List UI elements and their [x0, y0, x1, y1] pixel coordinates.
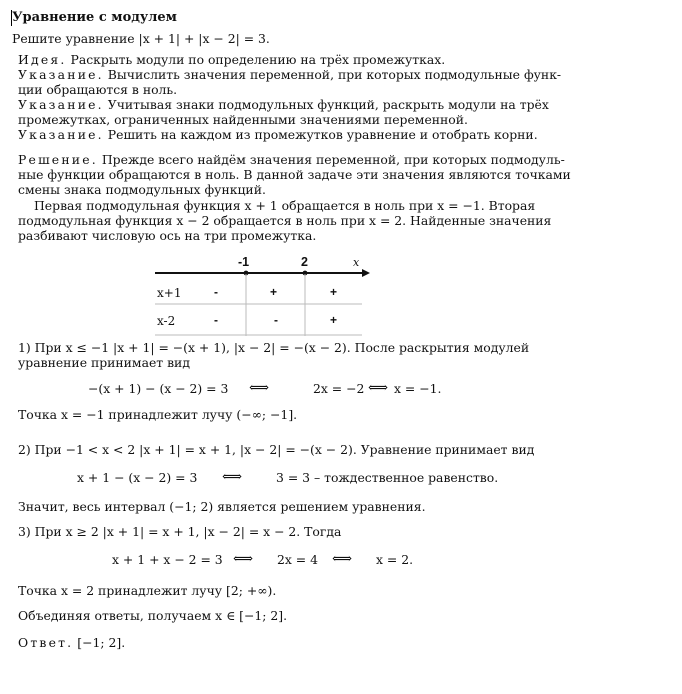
solution-line3: смены знака подмодульных функций.	[18, 182, 266, 197]
hint1-line2: ции обращаются в ноль.	[18, 82, 178, 97]
idea-label: Идея.	[18, 52, 67, 67]
sign-table	[150, 252, 376, 336]
sign-table-lines	[150, 252, 376, 336]
solution-label: Решение.	[18, 152, 98, 167]
hint2-line1	[18, 98, 549, 113]
case1-eq-a: −(x + 1) − (x − 2) = 3	[88, 381, 229, 396]
hint3-line	[18, 128, 538, 143]
hint1-label: Указание.	[18, 67, 104, 82]
case3-line1: 3) При x ≥ 2 |x + 1| = x + 1, |x − 2| = x − 2. Тогда	[18, 524, 342, 539]
sign-r2-c3: +	[330, 313, 338, 327]
case1-eq-b: 2x = −2	[313, 381, 365, 396]
hint2-label: Указание.	[18, 97, 104, 112]
axis-label-minus-one: -1	[238, 255, 250, 269]
sign-r2-c1: -	[214, 313, 218, 327]
case2-conclusion: Значит, весь интервал (−1; 2) является решением уравнения.	[18, 499, 426, 514]
answer-value: [−1; 2].	[77, 635, 126, 650]
solution-line1	[18, 153, 565, 168]
solution-line5: подмодульная функция x − 2 обращается в ноль при x = 2. Найденные значения	[18, 213, 552, 228]
case3-arrow1: ⟺	[233, 551, 254, 567]
solution-line4: Первая подмодульная функция x + 1 обращается в ноль при x = −1. Вторая	[34, 198, 536, 213]
case1-arrow2: ⟺	[368, 380, 389, 396]
case3-arrow2: ⟺	[332, 551, 353, 567]
case1-line1: 1) При x ≤ −1 |x + 1| = −(x + 1), |x − 2| = −(x − 2). После раскрытия модулей	[18, 340, 530, 355]
axis-label-two: 2	[301, 255, 308, 269]
idea-text: Раскрыть модули по определению на трёх промежутках.	[70, 52, 446, 67]
sign-r2-c2: -	[274, 313, 278, 327]
hint2-text1: Учитывая знаки подмодульных функций, раскрыть модули на трёх	[107, 97, 549, 112]
idea-line	[18, 53, 445, 68]
hint1-text1: Вычислить значения переменной, при которых подмодульные функ-	[107, 67, 562, 82]
row-label-x-plus-1: x+1	[157, 286, 182, 300]
sign-r1-c3: +	[330, 285, 338, 299]
case3-eq-c: x = 2.	[376, 552, 414, 567]
case2-eq-a: x + 1 − (x − 2) = 3	[77, 470, 198, 485]
axis-variable: x	[353, 256, 360, 269]
case2-arrow: ⟺	[222, 469, 243, 485]
case3-eq-a: x + 1 + x − 2 = 3	[112, 552, 223, 567]
axis-arrow-icon	[362, 269, 370, 277]
sign-r1-c1: -	[214, 285, 218, 299]
page-title: Уравнение с модулем	[12, 10, 177, 25]
solution-text1: Прежде всего найдём значения переменной, при которых подмодуль-	[101, 152, 565, 167]
case2-eq-b: 3 = 3 – тождественное равенство.	[276, 470, 499, 485]
hint3-text: Решить на каждом из промежутков уравнение и отобрать корни.	[107, 127, 538, 142]
hint2-line2: промежутках, ограниченных найденными значениями переменной.	[18, 112, 468, 127]
case1-conclusion: Точка x = −1 принадлежит лучу (−∞; −1].	[18, 407, 298, 422]
solution-line6: разбивают числовую ось на три промежутка.	[18, 228, 317, 243]
case3-eq-b: 2x = 4	[277, 552, 319, 567]
case2-line1: 2) При −1 < x < 2 |x + 1| = x + 1, |x − 2| = −(x − 2). Уравнение принимает вид	[18, 442, 535, 457]
problem-statement: Решите уравнение |x + 1| + |x − 2| = 3.	[12, 31, 270, 46]
answer-line	[18, 636, 125, 651]
sign-r1-c2: +	[270, 285, 278, 299]
hint1-line1	[18, 68, 561, 83]
answer-label: Ответ.	[18, 635, 74, 650]
case3-conclusion: Точка x = 2 принадлежит лучу [2; +∞).	[18, 583, 277, 598]
case1-line2: уравнение принимает вид	[18, 355, 190, 370]
row-label-x-minus-2: x-2	[157, 314, 176, 328]
solution-line2: ные функции обращаются в ноль. В данной задаче эти значения являются точками	[18, 167, 571, 182]
case1-eq-c: x = −1.	[394, 381, 442, 396]
hint3-label: Указание.	[18, 127, 104, 142]
case1-arrow1: ⟺	[249, 380, 270, 396]
union-statement: Объединяя ответы, получаем x ∈ [−1; 2].	[18, 608, 288, 623]
